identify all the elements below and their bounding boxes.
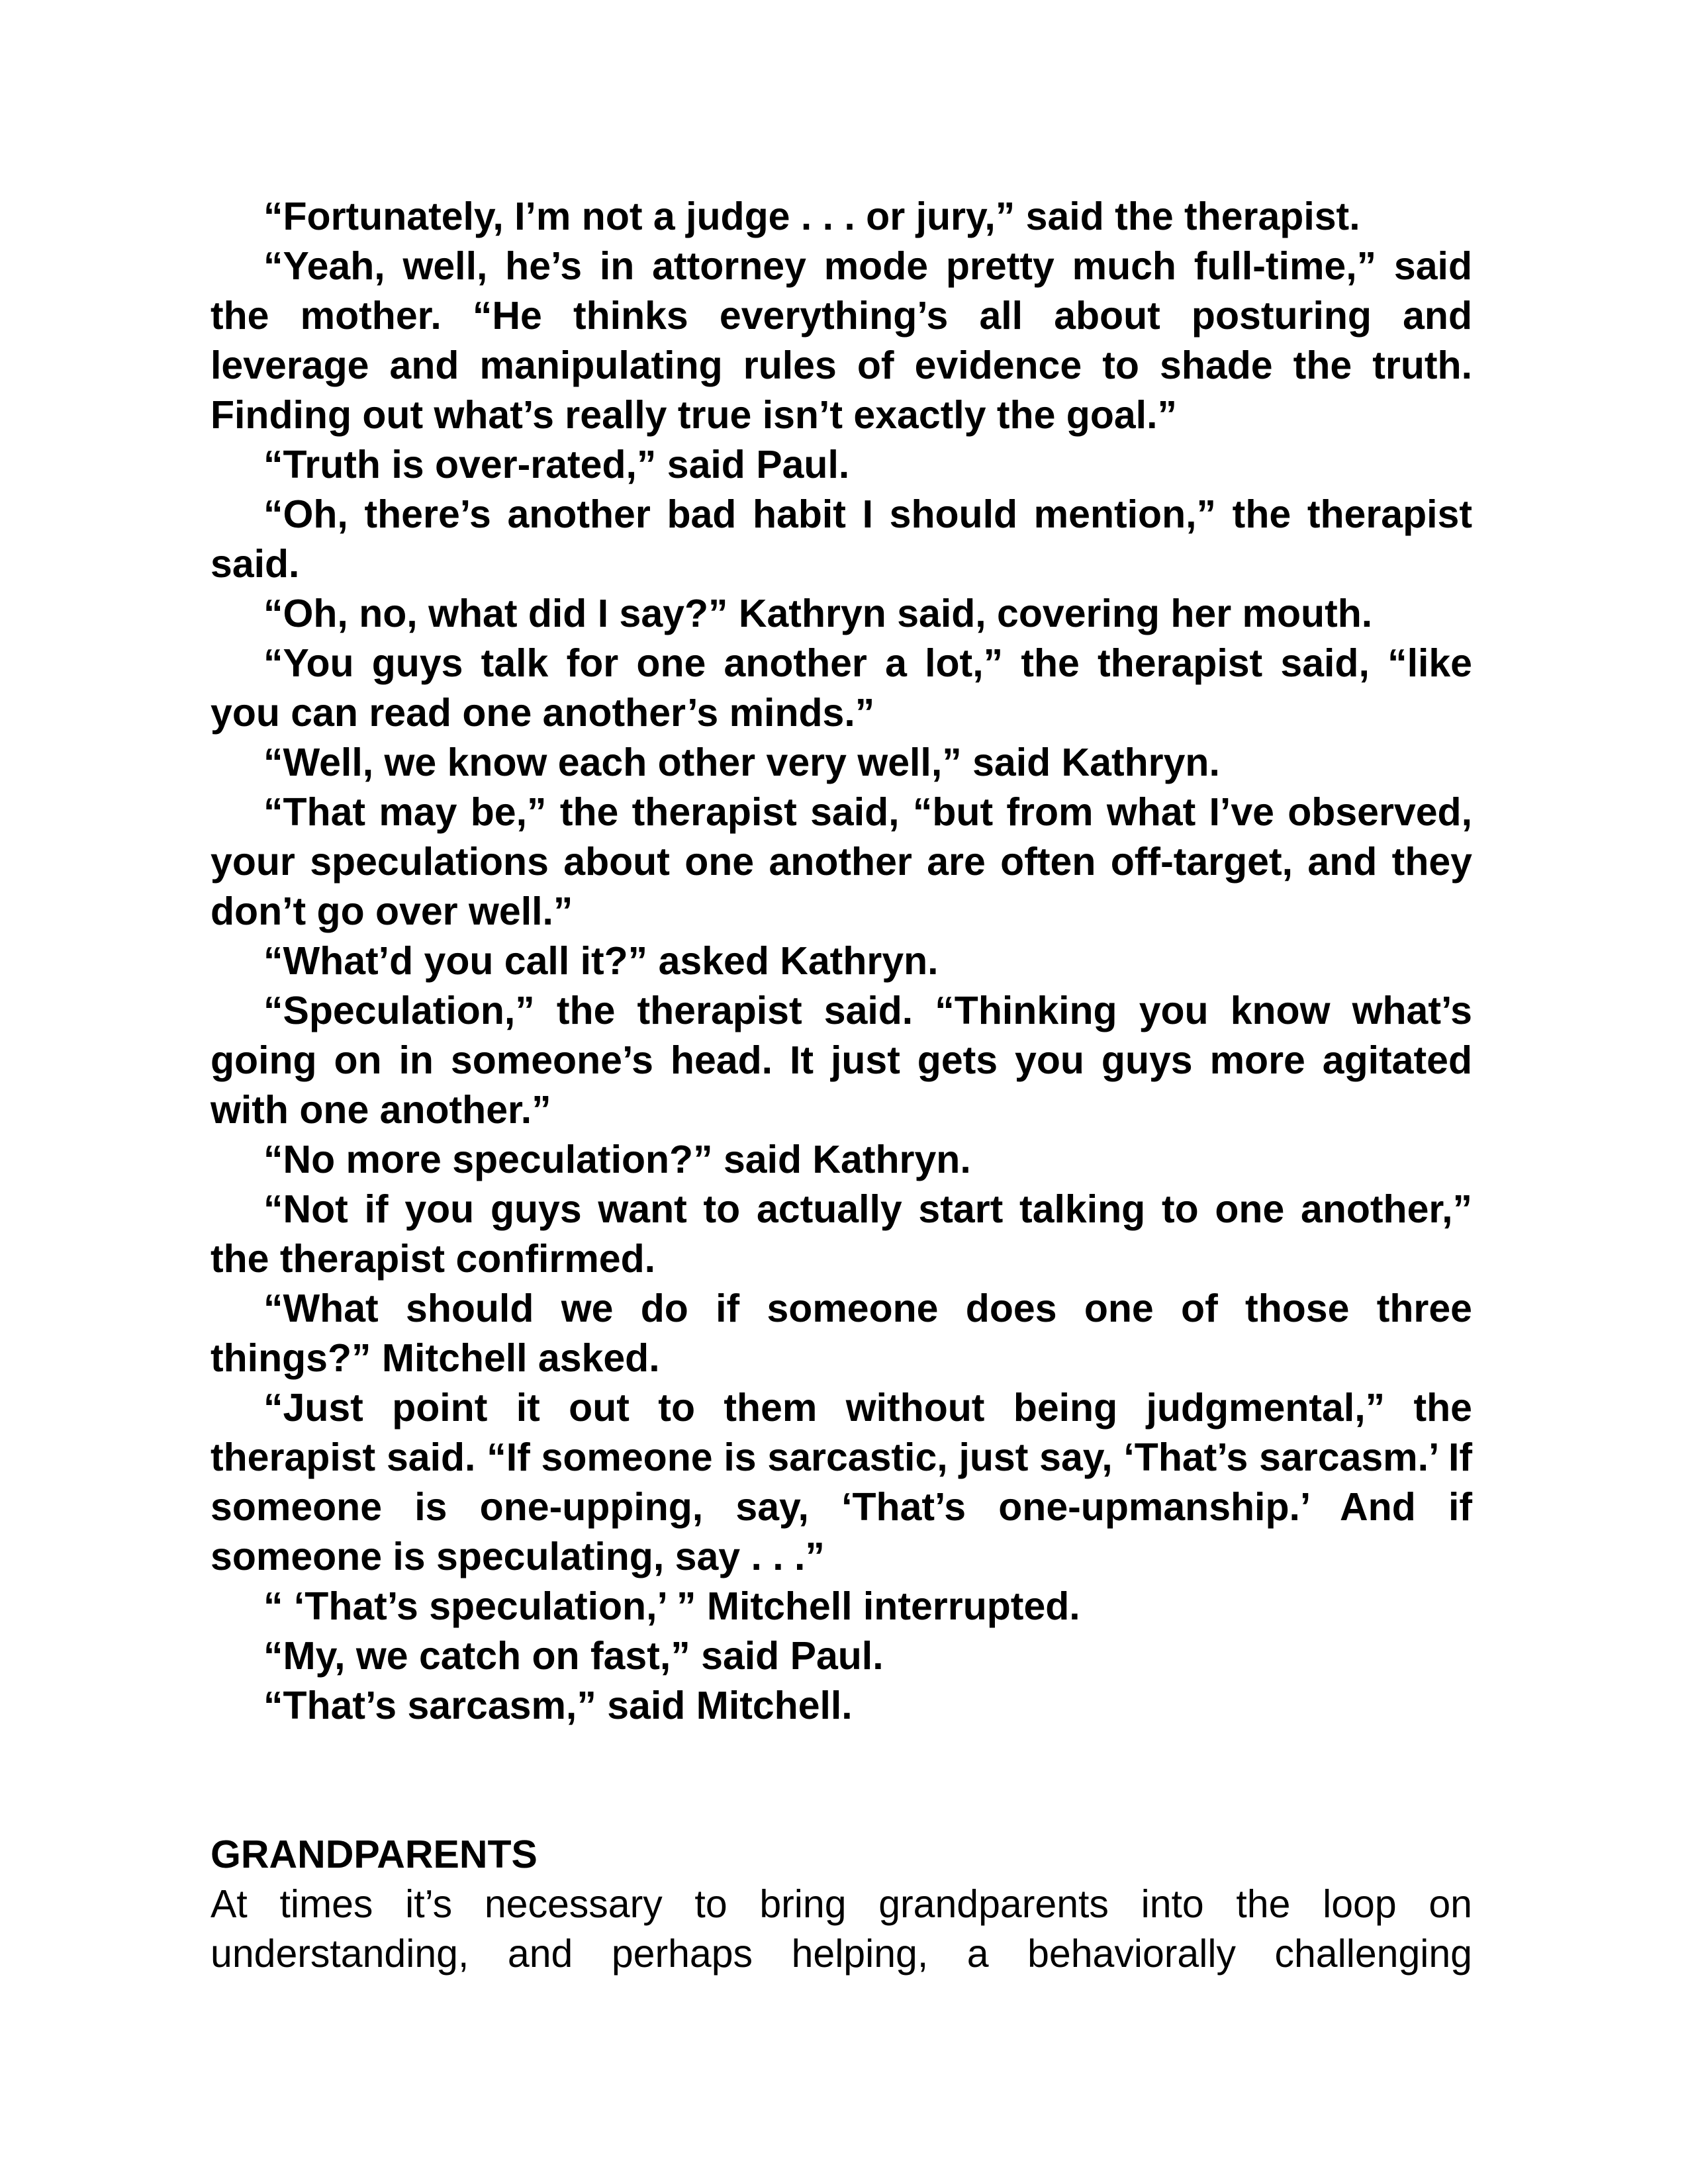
dialogue-paragraph: “Truth is over-rated,” said Paul. <box>263 443 850 486</box>
page-text <box>211 192 1472 1979</box>
dialogue-paragraph: “Well, we know each other very well,” said Kathryn. <box>263 741 1220 784</box>
dialogue-paragraph: “Just point it out to them without being judgmental,” the therapist said. “If someone is sarcastic, just say, ‘That’s sarcasm.’ If someone is one-upping, say, ‘That’s one-upmanship.’ And if someone is speculating, say . . .” <box>211 1386 1472 1578</box>
dialogue-paragraph: “Oh, there’s another bad habit I should mention,” the therapist said. <box>211 492 1472 586</box>
dialogue-paragraph: “What should we do if someone does one of those three things?” Mitchell asked. <box>211 1287 1472 1380</box>
dialogue-paragraph: “ ‘That’s speculation,’ ” Mitchell interrupted. <box>263 1584 1080 1628</box>
dialogue-paragraph: “Oh, no, what did I say?” Kathryn said, covering her mouth. <box>263 592 1373 635</box>
dialogue-paragraph: “That may be,” the therapist said, “but from what I’ve observed, your speculations about one another are often off-target, and they don’t go over well.” <box>211 790 1472 933</box>
body-paragraph: At times it’s necessary to bring grandparents into the loop on understanding, and perhaps helping, a behaviorally challenging <box>211 1882 1472 1976</box>
section-heading: GRANDPARENTS <box>211 1833 538 1876</box>
dialogue-paragraph: “Not if you guys want to actually start talking to one another,” the therapist confirmed. <box>211 1187 1472 1281</box>
dialogue-paragraph: “My, we catch on fast,” said Paul. <box>263 1634 884 1678</box>
dialogue-paragraph: “What’d you call it?” asked Kathryn. <box>263 939 939 983</box>
dialogue-paragraph: “That’s sarcasm,” said Mitchell. <box>263 1684 853 1727</box>
dialogue-paragraph: “Yeah, well, he’s in attorney mode pretty much full-time,” said the mother. “He thinks everything’s all about posturing and leverage and manipulating rules of evidence to shade the truth. Finding out what’s really true isn’t exactly the goal.” <box>211 244 1472 437</box>
dialogue-paragraph: “No more speculation?” said Kathryn. <box>263 1138 971 1181</box>
section-spacer <box>211 1731 1472 1830</box>
dialogue-paragraph: “Speculation,” the therapist said. “Thinking you know what’s going on in someone’s head. It just gets you guys more agitated with one another.” <box>211 989 1472 1132</box>
dialogue-paragraph: “Fortunately, I’m not a judge . . . or jury,” said the therapist. <box>263 195 1360 238</box>
dialogue-block <box>211 192 1472 1731</box>
dialogue-paragraph: “You guys talk for one another a lot,” the therapist said, “like you can read one another’s minds.” <box>211 641 1472 735</box>
